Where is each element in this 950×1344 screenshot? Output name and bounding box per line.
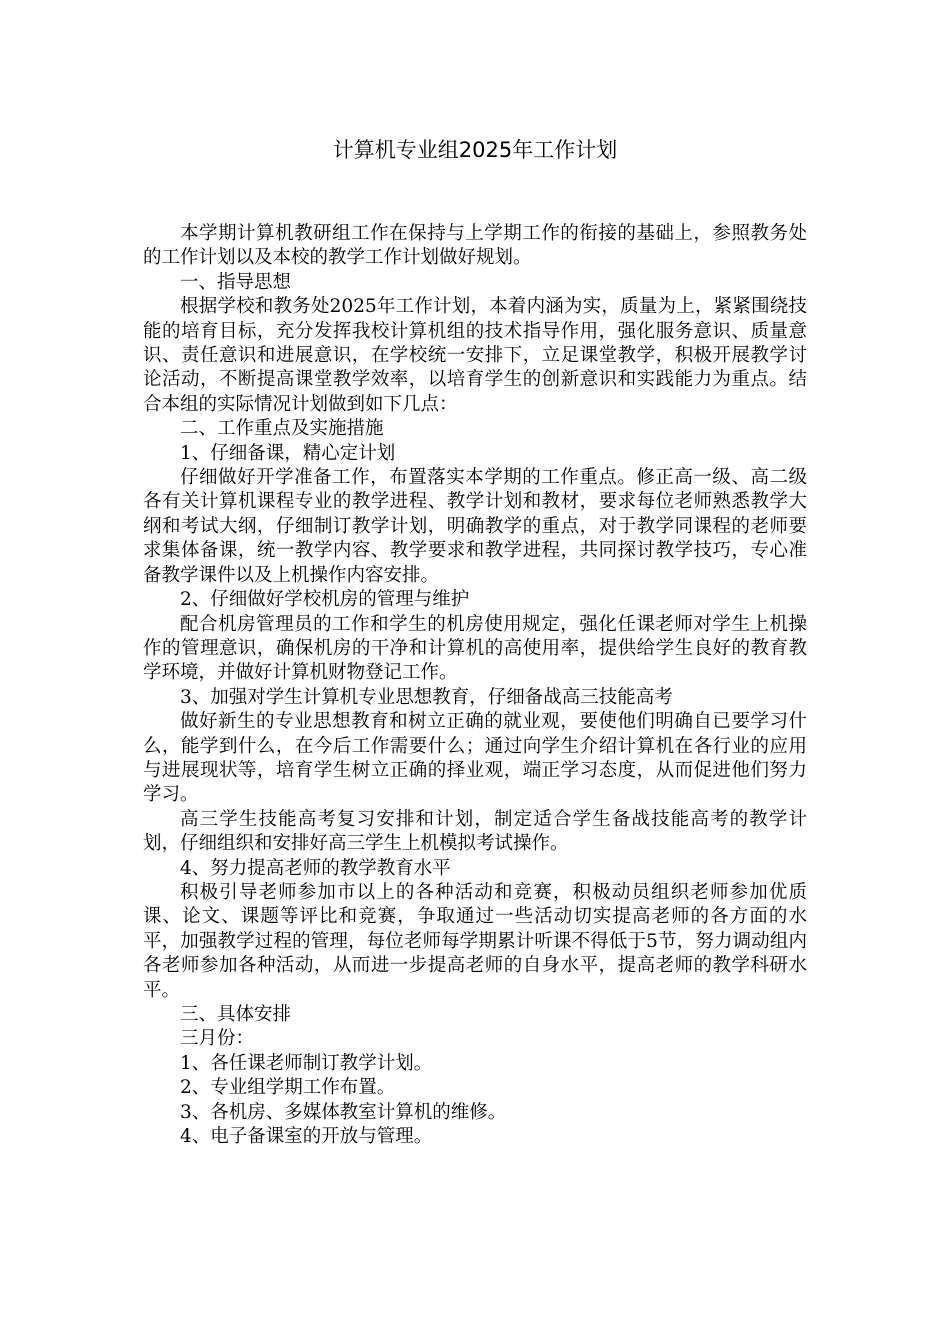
schedule-item: 4、电子备课室的开放与管理。 <box>180 1126 433 1148</box>
schedule-item: 1、各任课老师制订教学计划。 <box>180 1052 433 1074</box>
subheading-teacher-level: 4、努力提高老师的教学教育水平 <box>180 857 451 879</box>
schedule-item: 3、各机房、多媒体教室计算机的维修。 <box>180 1101 507 1123</box>
document-title: 计算机专业组2025年工作计划 <box>332 138 618 162</box>
professional-education-paragraph: 做好新生的专业思想教育和树立正确的就业观，要使他们明确自已要学习什么，能学到什么，在今后工作需要什么；通过向学生介绍计算机在各行业的应用与进展现状等，培育学生树立正确的择业观，端正学习态度，从而促进他们努力学习。 <box>143 711 807 806</box>
schedule-item: 2、专业组学期工作布置。 <box>180 1077 396 1099</box>
schedule-month-march: 三月份： <box>180 1028 255 1050</box>
intro-paragraph: 本学期计算机教研组工作在保持与上学期工作的衔接的基础上，参照教务处的工作计划以及本校的教学工作计划做好规划。 <box>143 223 807 269</box>
section-heading-schedule: 三、具体安排 <box>180 1004 292 1025</box>
guiding-ideology-paragraph: 根据学校和教务处2025年工作计划，本着内涵为实，质量为上，紧紧围绕技能的培育目标，充分发挥我校计算机组的技术指导作用，强化服务意识、质量意识、责任意识和进展意识，在学校统一安排下，立足课堂教学，积极开展教学讨论活动，不断提高课堂教学效率，以培育学生的创新意识和实践能力为重点。结合本组的实际情况计划做到如下几点： <box>143 296 807 415</box>
lab-management-paragraph: 配合机房管理员的工作和学生的机房使用规定，强化任课老师对学生上机操作的管理意识，确保机房的干净和计算机的高使用率，提供给学生良好的教育教学环境，并做好计算机财物登记工作。 <box>143 613 807 684</box>
subheading-lesson-prep: 1、仔细备课，精心定计划 <box>180 442 396 464</box>
subheading-professional-education: 3、加强对学生计算机专业思想教育，仔细备战高三技能高考 <box>180 686 673 708</box>
teacher-level-paragraph: 积极引导老师参加市以上的各种活动和竞赛，积极动员组织老师参加优质课、论文、课题等评比和竞赛，争取通过一些活动切实提高老师的各方面的水平，加强教学过程的管理，每位老师每学期累计听课不得低于5节，努力调动组内各老师参加各种活动，从而进一步提高老师的自身水平，提高老师的教学科研水平。 <box>143 881 807 1001</box>
section-heading-key-work: 二、工作重点及实施措施 <box>180 418 384 440</box>
document-body <box>143 222 807 1149</box>
section-heading-guiding-ideology: 一、指导思想 <box>180 271 292 293</box>
lesson-prep-paragraph: 仔细做好开学准备工作，布置落实本学期的工作重点。修正高一级、高二级各有关计算机课程专业的教学进程、教学计划和教材，要求每位老师熟悉教学大纲和考试大纲，仔细制订教学计划，明确教学的重点，对于教学同课程的老师要求集体备课，统一教学内容、教学要求和教学进程，共同探讨教学技巧，专心准备教学课件以及上机操作内容安排。 <box>143 467 807 586</box>
senior-exam-paragraph: 高三学生技能高考复习安排和计划，制定适合学生备战技能高考的教学计划，仔细组织和安排好高三学生上机模拟考试操作。 <box>143 808 807 855</box>
subheading-lab-management: 2、仔细做好学校机房的管理与维护 <box>180 589 470 611</box>
